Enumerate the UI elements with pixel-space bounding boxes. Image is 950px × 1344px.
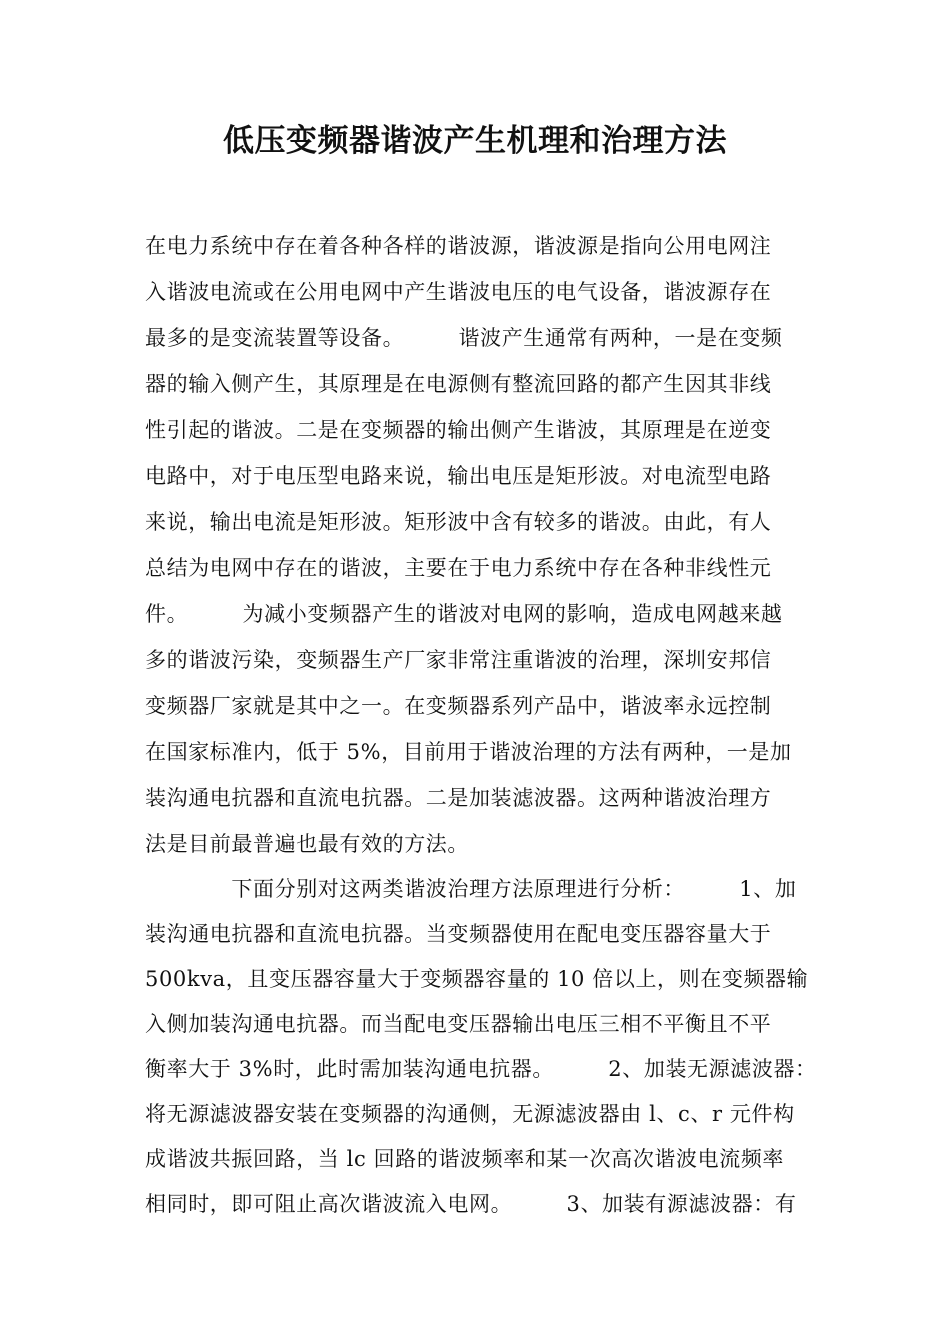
body-line: 来说，输出电流是矩形波。矩形波中含有较多的谐波。由此，有人	[145, 510, 772, 534]
body-line: 衡率大于 3%时，此时需加装沟通电抗器。 2、加装无源滤波器：	[145, 1057, 817, 1081]
body-line: 相同时，即可阻止高次谐波流入电网。 3、加装有源滤波器：有	[145, 1192, 797, 1216]
body-line: 最多的是变流装置等设备。 谐波产生通常有两种，一是在变频	[145, 326, 783, 350]
body-line: 总结为电网中存在的谐波，主要在于电力系统中存在各种非线性元	[145, 556, 772, 580]
body-line: 下面分别对这两类谐波治理方法原理进行分析： 1、加	[145, 877, 797, 901]
body-line: 法是目前最普遍也最有效的方法。	[145, 832, 469, 856]
body-line: 在国家标准内，低于 5%，目前用于谐波治理的方法有两种，一是加	[145, 740, 792, 764]
body-line: 入谐波电流或在公用电网中产生谐波电压的电气设备，谐波源存在	[145, 280, 772, 304]
body-line: 变频器厂家就是其中之一。在变频器系列产品中，谐波率永远控制	[145, 694, 772, 718]
body-line: 入侧加装沟通电抗器。而当配电变压器输出电压三相不平衡且不平	[145, 1012, 772, 1036]
body-line: 装沟通电抗器和直流电抗器。当变频器使用在配电变压器容量大于	[145, 922, 772, 946]
body-line: 器的输入侧产生，其原理是在电源侧有整流回路的都产生因其非线	[145, 372, 772, 396]
body-line: 装沟通电抗器和直流电抗器。二是加装滤波器。这两种谐波治理方	[145, 786, 772, 810]
body-line: 多的谐波污染，变频器生产厂家非常注重谐波的治理，深圳安邦信	[145, 648, 772, 672]
body-line: 将无源滤波器安装在变频器的沟通侧，无源滤波器由 l、c、r 元件构	[145, 1102, 795, 1126]
body-line: 性引起的谐波。二是在变频器的输出侧产生谐波，其原理是在逆变	[145, 418, 772, 442]
body-line: 件。 为减小变频器产生的谐波对电网的影响，造成电网越来越	[145, 602, 783, 626]
body-line: 成谐波共振回路，当 lc 回路的谐波频率和某一次高次谐波电流频率	[145, 1147, 785, 1171]
document-title: 低压变频器谐波产生机理和治理方法	[223, 123, 727, 159]
body-line: 在电力系统中存在着各种各样的谐波源，谐波源是指向公用电网注	[145, 234, 772, 258]
body-line: 500kva，且变压器容量大于变频器容量的 10 倍以上，则在变频器输	[145, 967, 809, 991]
body-line: 电路中，对于电压型电路来说，输出电压是矩形波。对电流型电路	[145, 464, 772, 488]
